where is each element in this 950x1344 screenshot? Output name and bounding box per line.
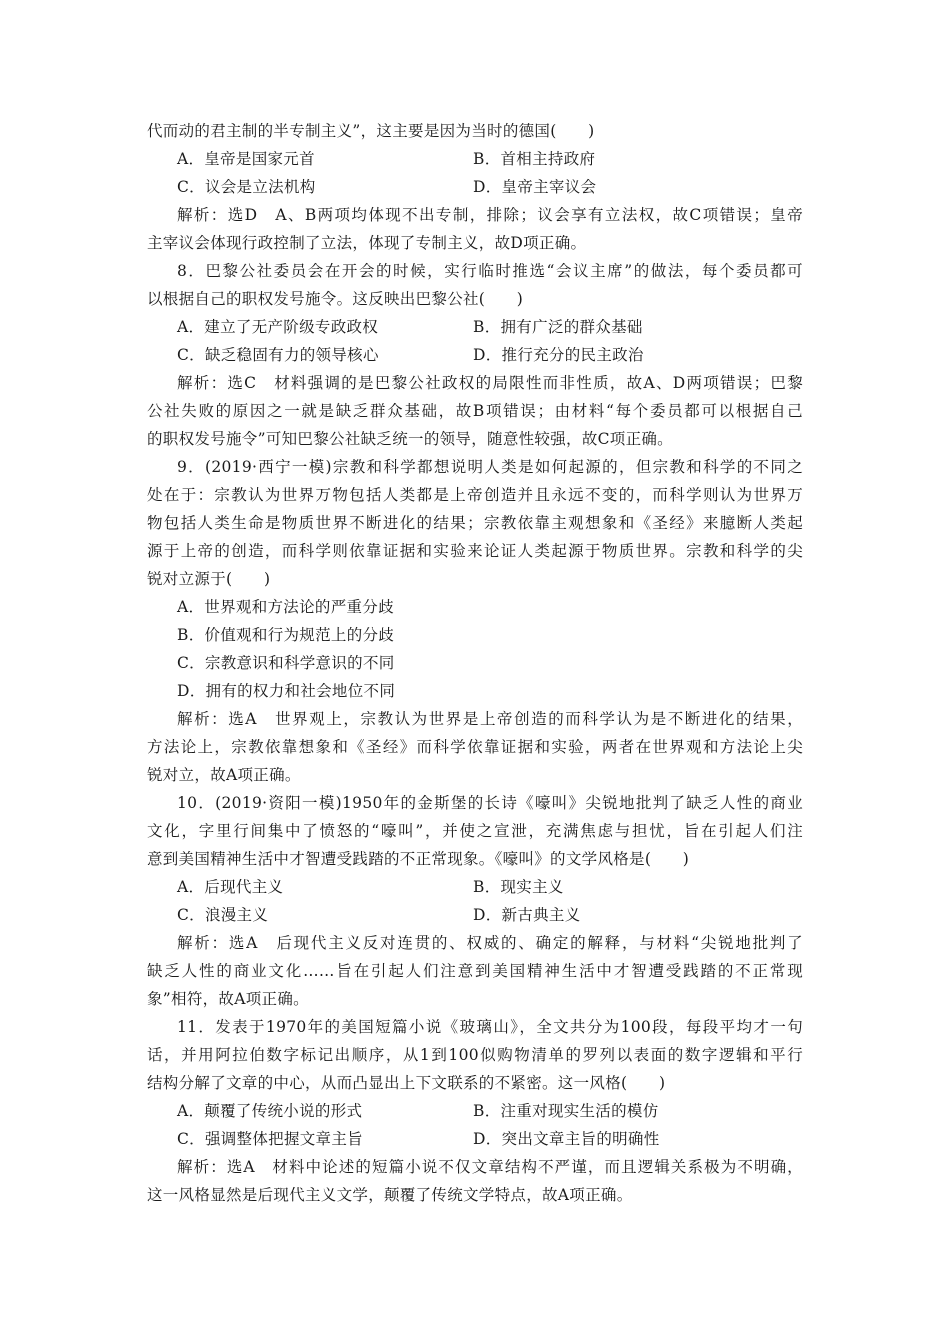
q11-option-d: D．突出文章主旨的明确性 [473,1130,660,1148]
q9-stem: 物包括人类生命是物质世界不断进化的结果；宗教依靠主观想象和《圣经》来臆断人类起 [147,514,803,532]
q10-option-b: B．现实主义 [473,878,564,896]
q9-stem: 锐对立源于( ) [147,570,271,588]
q9-option-a: A．世界观和方法论的严重分歧 [177,598,394,616]
q11-stem: 话，并用阿拉伯数字标记出顺序，从1到100似购物清单的罗列以表面的数字逻辑和平行 [147,1046,803,1064]
q8-analysis: 解析：选C 材料强调的是巴黎公社政权的局限性而非性质，故A、D两项错误；巴黎 [177,374,803,392]
q11-stem: 结构分解了文章的中心，从而凸显出上下文联系的不紧密。这一风格( ) [147,1074,666,1092]
q9-option-b: B．价值观和行为规范上的分歧 [177,626,395,644]
q10-stem: 文化，字里行间集中了愤怒的“嚎叫”，并使之宣泄，充满焦虑与担忧，旨在引起人们注 [147,822,803,840]
q11-stem: 11．发表于1970年的美国短篇小说《玻璃山》，全文共分为100段，每段平均才一句 [177,1018,803,1036]
q8-analysis: 公社失败的原因之一就是缺乏群众基础，故B项错误；由材料“每个委员都可以根据自己 [147,402,803,420]
q7-option-d: D．皇帝主宰议会 [473,178,597,196]
q10-option-d: D．新古典主义 [473,906,581,924]
q9-stem: 9．(2019·西宁一模)宗教和科学都想说明人类是如何起源的，但宗教和科学的不同之 [177,458,803,476]
q11-option-c: C．强调整体把握文章主旨 [177,1130,363,1148]
q10-analysis: 象”相符，故A项正确。 [147,990,309,1008]
q10-analysis: 缺乏人性的商业文化……旨在引起人们注意到美国精神生活中才智遭受践踏的不正常现 [147,962,803,980]
q7-option-a: A．皇帝是国家元首 [177,150,315,168]
q10-option-c: C．浪漫主义 [177,906,269,924]
q8-stem: 8．巴黎公社委员会在开会的时候，实行临时推选“会议主席”的做法，每个委员都可 [177,262,803,280]
q11-analysis: 这一风格显然是后现代主义文学，颠覆了传统文学特点，故A项正确。 [147,1186,633,1204]
q8-option-c: C．缺乏稳固有力的领导核心 [177,346,379,364]
q9-analysis: 锐对立，故A项正确。 [147,766,301,784]
q9-analysis: 解析：选A 世界观上，宗教认为世界是上帝创造的而科学认为是不断进化的结果， [177,710,803,728]
q8-analysis: 的职权发号施令”可知巴黎公社缺乏统一的领导，随意性较强，故C项正确。 [147,430,673,448]
q8-option-d: D．推行充分的民主政治 [473,346,644,364]
q10-stem: 意到美国精神生活中才智遭受践踏的不正常现象。《嚎叫》的文学风格是( ) [147,850,690,868]
q9-option-d: D．拥有的权力和社会地位不同 [177,682,396,700]
q8-option-a: A．建立了无产阶级专政政权 [177,318,379,336]
q7-analysis: 解析：选D A、B两项均体现不出专制，排除；议会享有立法权，故C项错误；皇帝 [177,206,803,224]
q11-option-a: A．颠覆了传统小说的形式 [177,1102,363,1120]
q10-stem: 10．(2019·资阳一模)1950年的金斯堡的长诗《嚎叫》尖锐地批判了缺乏人性的商业 [177,794,803,812]
q7-option-c: C．议会是立法机构 [177,178,316,196]
q10-option-a: A．后现代主义 [177,878,284,896]
q8-option-b: B．拥有广泛的群众基础 [473,318,643,336]
q9-stem: 处在于：宗教认为世界万物包括人类都是上帝创造并且永远不变的，而科学则认为世界万 [147,486,803,504]
q8-stem: 以根据自己的职权发号施令。这反映出巴黎公社( ) [147,290,524,308]
q7-stem: 代而动的君主制的半专制主义”，这主要是因为当时的德国( ) [147,122,595,140]
q9-option-c: C．宗教意识和科学意识的不同 [177,654,395,672]
q9-analysis: 方法论上，宗教依靠想象和《圣经》而科学依靠证据和实验，两者在世界观和方法论上尖 [147,738,803,756]
q7-option-b: B．首相主持政府 [473,150,596,168]
q7-analysis: 主宰议会体现行政控制了立法，体现了专制主义，故D项正确。 [147,234,587,252]
q11-option-b: B．注重对现实生活的模仿 [473,1102,659,1120]
q10-analysis: 解析：选A 后现代主义反对连贯的、权威的、确定的解释，与材料“尖锐地批判了 [177,934,803,952]
q11-analysis: 解析：选A 材料中论述的短篇小说不仅文章结构不严谨，而且逻辑关系极为不明确， [177,1158,803,1176]
q9-stem: 源于上帝的创造，而科学则依靠证据和实验来论证人类起源于物质世界。宗教和科学的尖 [147,542,803,560]
